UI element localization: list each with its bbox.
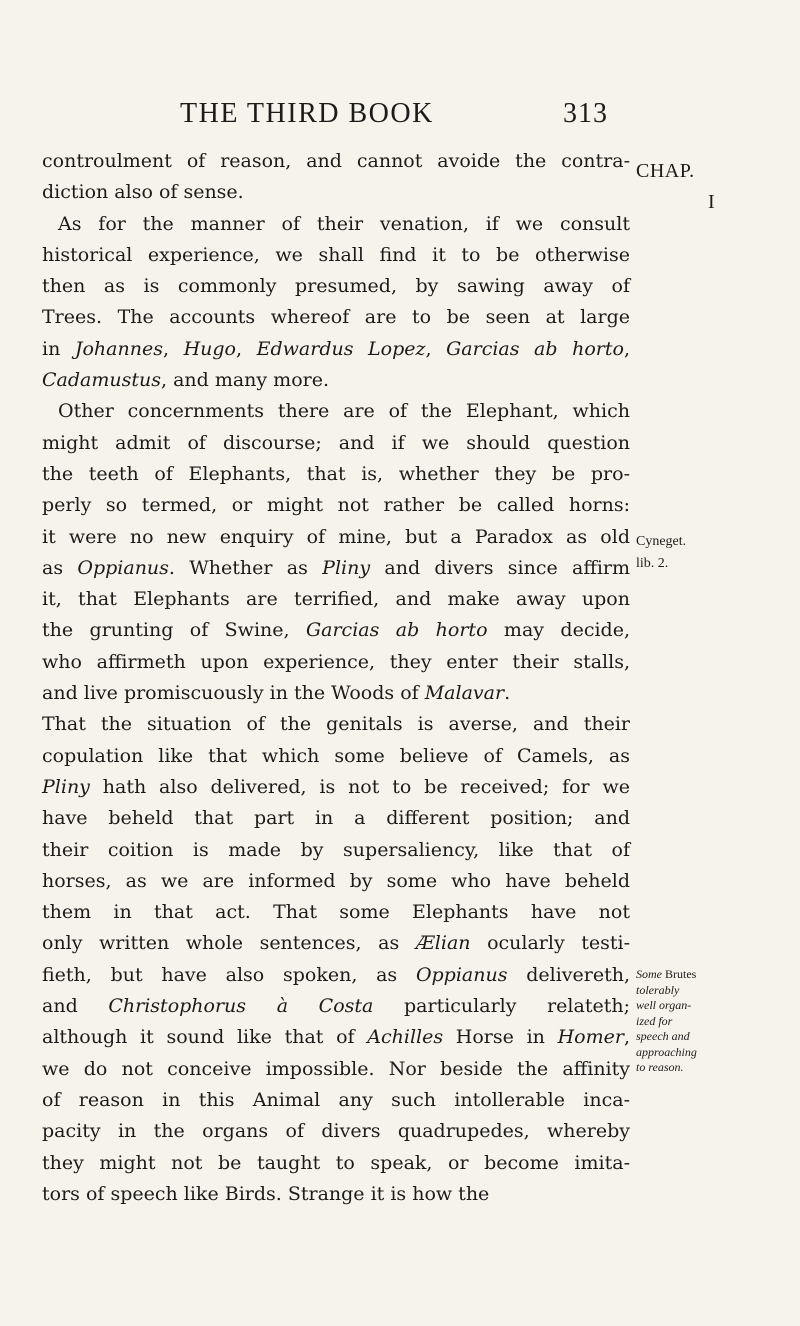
text-line: it were no new enquiry of mine, but a Paradox as old — [42, 525, 630, 548]
text-line: the grunting of Swine, Garcias ab horto may decide, — [42, 619, 630, 642]
text-line: Trees. The accounts whereof are to be seen at large — [42, 306, 630, 329]
italic-name: Pliny — [322, 556, 371, 579]
text-line: we do not conceive impossible. Nor beside the affinity — [42, 1057, 630, 1080]
italic-name: Oppianus — [77, 556, 169, 579]
italic-name: Ælian — [415, 932, 471, 955]
chapter-label: CHAP. — [636, 160, 695, 182]
italic-name: Malavar — [424, 682, 505, 705]
italic-name: Pliny — [42, 775, 90, 798]
page-number: 313 — [563, 98, 608, 129]
text-line: perly so termed, or might not rather be called horns: — [42, 494, 630, 517]
italic-name: Johannes — [74, 337, 163, 360]
text-line: Cadamustus, and many more. — [42, 369, 330, 392]
marginal-note-line: to reason. — [636, 1060, 684, 1074]
marginal-note-word: Brutes — [665, 967, 697, 981]
text-line: of reason in this Animal any such intollerable inca- — [42, 1088, 630, 1111]
running-head — [0, 98, 800, 138]
text-line: then as is commonly presumed, by sawing away of — [42, 275, 630, 298]
italic-name: Christophorus — [108, 995, 247, 1018]
chapter-number: I — [708, 191, 715, 213]
italic-name: Garcias ab horto — [305, 619, 488, 642]
marginal-note-brutes — [636, 967, 697, 1076]
text-line: horses, as we are informed by some who have beheld — [42, 869, 630, 892]
text-line: historical experience, we shall find it to be otherwise — [42, 243, 630, 266]
text-line: their coition is made by supersaliency, like that of — [42, 838, 630, 861]
marginal-note-cyneget — [636, 531, 686, 575]
text-line: tors of speech like Birds. Strange it is how the — [42, 1182, 490, 1205]
marginal-note-line: well organ- — [636, 998, 692, 1012]
marginal-note-line: Cyneget. — [636, 534, 687, 549]
marginal-note-line: ized for — [636, 1013, 673, 1028]
marginal-note-line: lib. 2. — [636, 556, 669, 571]
marginal-note-line: approaching — [636, 1044, 697, 1059]
text-line: Other concernments there are of the Elephant, which — [58, 400, 630, 423]
italic-name: à Costa — [276, 995, 374, 1018]
italic-name: Achilles — [367, 1026, 444, 1049]
text-line: in Johannes, Hugo, Edwardus Lopez, Garcias ab horto, — [42, 337, 630, 360]
body-text — [42, 146, 630, 1210]
text-line: it, that Elephants are terrified, and make away upon — [42, 588, 630, 611]
text-line: That the situation of the genitals is averse, and their — [42, 713, 630, 736]
italic-name: Oppianus — [415, 963, 508, 986]
text-line: and live promiscuously in the Woods of Malavar. — [42, 682, 511, 705]
text-line: although it sound like that of Achilles Horse in Homer, — [42, 1026, 630, 1049]
marginal-note-line — [636, 967, 697, 983]
marginal-note-italic: Some — [636, 967, 662, 981]
italic-name: Garcias ab horto — [446, 337, 624, 360]
text-line: pacity in the organs of divers quadrupedes, whereby — [42, 1120, 630, 1143]
text-line: copulation like that which some believe of Camels, as — [42, 744, 630, 767]
text-line: the teeth of Elephants, that is, whether they be pro- — [42, 462, 630, 485]
text-line: controulment of reason, and cannot avoide the contra- — [42, 150, 630, 172]
marginal-note-line: speech and — [636, 1029, 690, 1043]
text-line: only written whole sentences, as Ælian ocularly testi- — [42, 932, 630, 955]
text-line: might admit of discourse; and if we should question — [42, 431, 630, 454]
italic-name: Edwardus Lopez — [256, 337, 426, 360]
marginal-note-line: tolerably — [636, 982, 680, 997]
text-line: fieth, but have also spoken, as Oppianus delivereth, — [42, 963, 630, 986]
italic-name: Cadamustus — [42, 369, 161, 392]
italic-name: Hugo — [183, 337, 236, 360]
running-title: THE THIRD BOOK — [180, 98, 434, 129]
italic-name: Homer — [557, 1026, 624, 1049]
text-line: As for the manner of their venation, if we consult — [58, 212, 630, 235]
text-line: Pliny hath also delivered, is not to be received; for we — [42, 775, 630, 798]
text-line: as Oppianus. Whether as Pliny and divers since affirm — [42, 556, 631, 579]
text-line: have beheld that part in a different position; and — [42, 807, 630, 830]
text-line: who affirmeth upon experience, they enter their stalls, — [42, 650, 630, 673]
text-line: and Christophorus à Costa particularly relateth; — [42, 995, 630, 1018]
text-line: them in that act. That some Elephants have not — [42, 901, 630, 924]
text-line: they might not be taught to speak, or become imita- — [42, 1151, 630, 1174]
text-line: diction also of sense. — [42, 181, 244, 204]
